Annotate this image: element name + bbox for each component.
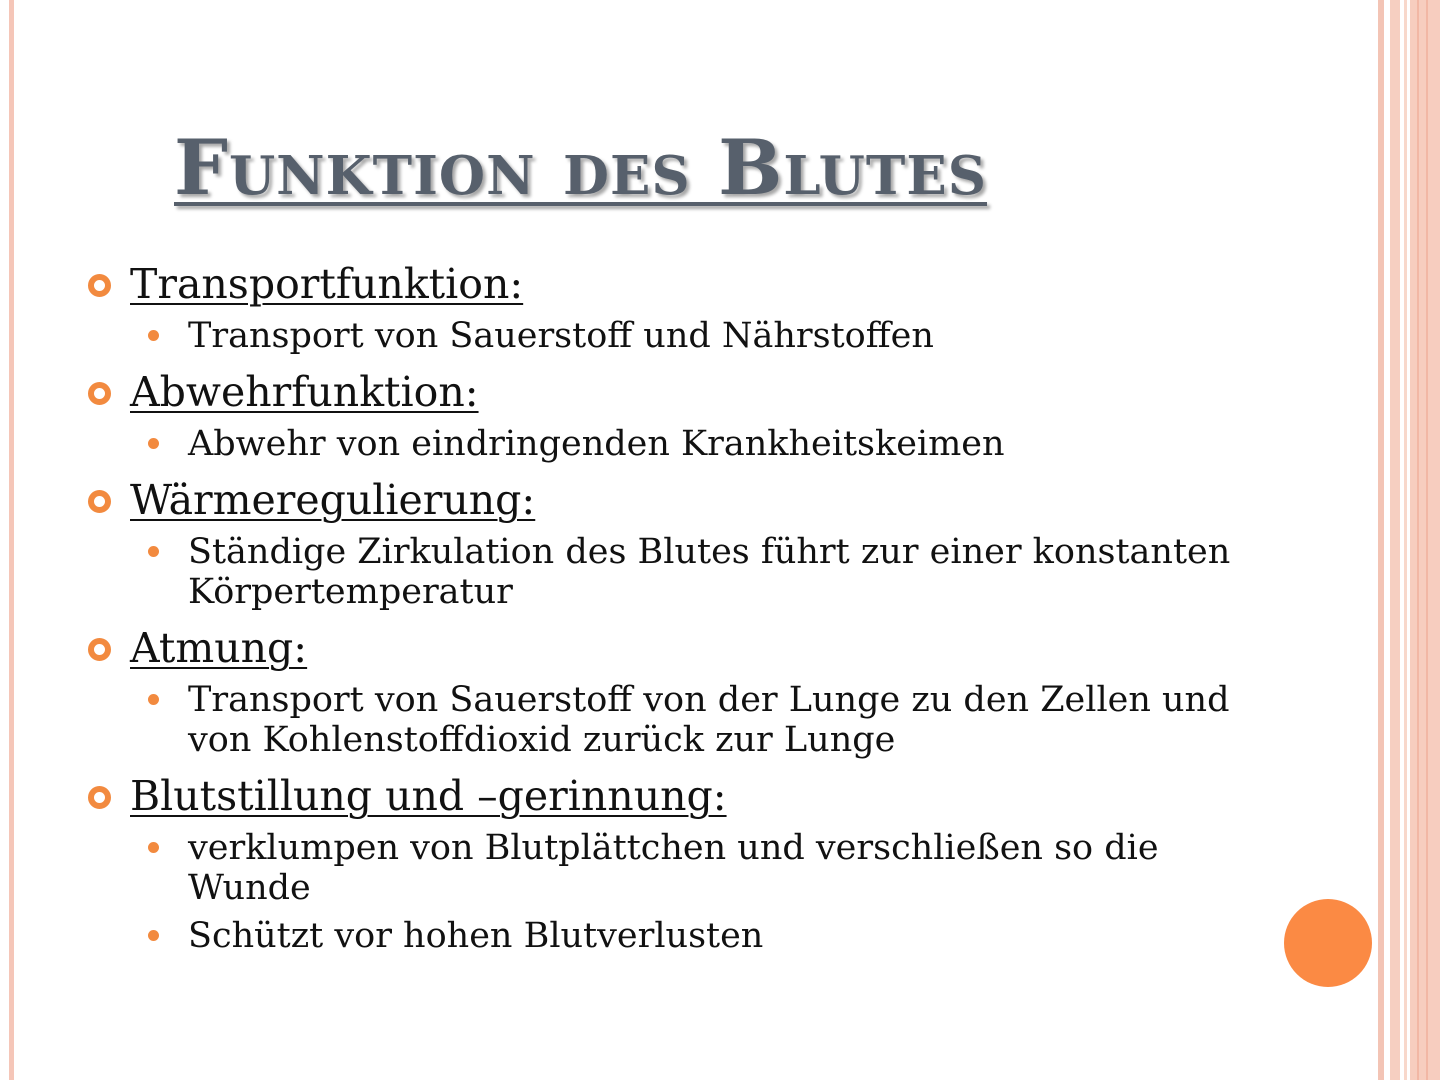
ring-bullet-icon	[88, 786, 111, 809]
sub-item-text: Ständige Zirkulation des Blutes führt zur einer konstanten Körpertemperatur	[188, 532, 1231, 612]
right-frame-stripe	[1426, 0, 1428, 1080]
dot-bullet-icon	[148, 330, 159, 341]
sub-item-text: verklumpen von Blutplättchen und verschließen so die Wunde	[188, 828, 1159, 908]
sub-item	[84, 532, 1284, 612]
section-waermeregulierung	[84, 472, 1284, 612]
section-heading: Abwehrfunktion:	[130, 368, 479, 416]
right-frame-stripe	[1378, 0, 1384, 1080]
dot-bullet-icon	[148, 842, 159, 853]
ring-bullet-icon	[88, 274, 111, 297]
section-abwehrfunktion	[84, 364, 1284, 464]
right-frame-stripe	[1410, 0, 1440, 1080]
section-heading-row	[84, 620, 1284, 676]
section-atmung	[84, 620, 1284, 760]
right-frame-stripe	[1404, 0, 1407, 1080]
sub-item-text: Abwehr von eindringenden Krankheitskeimen	[188, 424, 1005, 464]
sub-item	[84, 916, 1284, 956]
sub-item	[84, 316, 1284, 356]
section-heading-row	[84, 472, 1284, 528]
sub-item-text: Transport von Sauerstoff und Nährstoffen	[188, 316, 934, 356]
section-heading: Atmung:	[130, 624, 308, 672]
right-frame-stripe	[1417, 0, 1419, 1080]
bullet-list	[84, 256, 1284, 964]
ring-bullet-icon	[88, 382, 111, 405]
decorative-orange-circle	[1284, 899, 1372, 987]
left-frame-line	[9, 0, 14, 1080]
section-heading-row	[84, 256, 1284, 312]
section-transportfunktion	[84, 256, 1284, 356]
sub-item-text: Schützt vor hohen Blutverlusten	[188, 916, 764, 956]
section-blutstillung	[84, 768, 1284, 956]
section-heading-row	[84, 364, 1284, 420]
section-heading: Wärmeregulierung:	[130, 476, 536, 524]
sub-item	[84, 424, 1284, 464]
ring-bullet-icon	[88, 638, 111, 661]
section-heading-row	[84, 768, 1284, 824]
section-heading: Blutstillung und –gerinnung:	[130, 772, 727, 820]
slide-title: Funktion des Blutes	[174, 123, 988, 212]
section-heading: Transportfunktion:	[130, 260, 524, 308]
ring-bullet-icon	[88, 490, 111, 513]
sub-item	[84, 828, 1284, 908]
dot-bullet-icon	[148, 438, 159, 449]
right-frame-stripe	[1390, 0, 1400, 1080]
sub-item-text: Transport von Sauerstoff von der Lunge zu den Zellen und von Kohlenstoffdioxid zurück zur Lunge	[188, 680, 1230, 760]
sub-item	[84, 680, 1284, 760]
dot-bullet-icon	[148, 930, 159, 941]
dot-bullet-icon	[148, 546, 159, 557]
dot-bullet-icon	[148, 694, 159, 705]
